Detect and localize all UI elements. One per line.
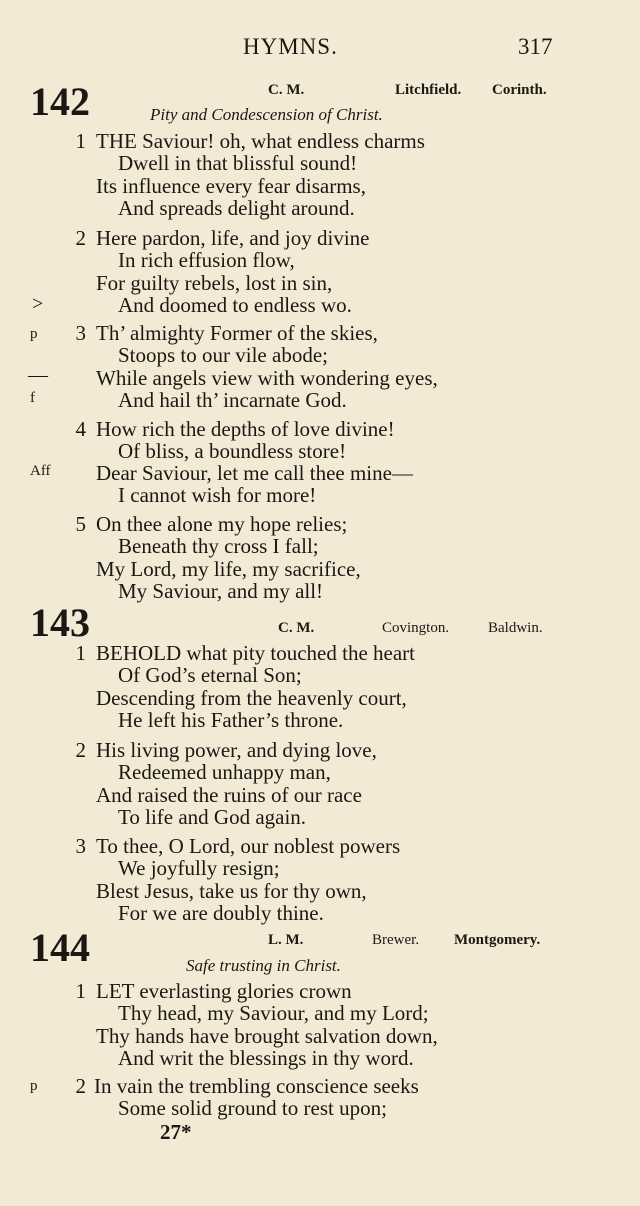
verse-line: On thee alone my hope relies;	[96, 512, 348, 536]
verse-line: And writ the blessings in thy word.	[118, 1046, 414, 1070]
tune-name: Baldwin.	[488, 620, 543, 636]
dynamic-mark-dash: —	[28, 364, 48, 386]
verse-number: 1	[75, 979, 86, 1003]
dynamic-mark-accent: >	[32, 293, 44, 315]
verse-line: For guilty rebels, lost in sin,	[96, 271, 333, 295]
dynamic-mark-aff: Aff	[30, 463, 51, 479]
verse-line: How rich the depths of love divine!	[96, 417, 395, 441]
verse-number: 3	[75, 321, 86, 345]
verse-line: Some solid ground to rest upon;	[118, 1096, 387, 1120]
verse-line: Redeemed unhappy man,	[118, 760, 331, 784]
verse-line: We joyfully resign;	[118, 856, 280, 880]
verse-line: LET everlasting glories crown	[96, 979, 352, 1003]
tune-name: Litchfield.	[395, 82, 462, 98]
verse-line: Of God’s eternal Son;	[118, 663, 302, 687]
verse-line: And spreads delight around.	[118, 196, 355, 220]
verse-line: And hail th’ incarnate God.	[118, 388, 347, 412]
verse-line: He left his Father’s throne.	[118, 708, 344, 732]
hymn-subtitle: Pity and Condescension of Christ.	[150, 105, 383, 124]
hymn-number: 144	[30, 925, 90, 970]
verse-line: Dwell in that blissful sound!	[118, 151, 358, 175]
verse-line: And doomed to endless wo.	[118, 293, 352, 317]
verse-line: Here pardon, life, and joy divine	[96, 226, 370, 250]
verse-line: Dear Saviour, let me call thee mine—	[96, 461, 413, 485]
verse-line: While angels view with wondering eyes,	[96, 366, 438, 390]
signature-mark: 27*	[160, 1120, 192, 1144]
verse-number: 2	[75, 738, 86, 762]
hymn-meter: C. M.	[268, 82, 305, 98]
dynamic-mark-piano: p	[30, 326, 38, 342]
verse-line: To life and God again.	[118, 805, 307, 829]
tune-name: Brewer.	[372, 932, 420, 948]
tune-name: Montgomery.	[454, 932, 541, 948]
verse-line: In rich effusion flow,	[118, 248, 295, 272]
verse-number: 1	[75, 129, 86, 153]
verse-line: To thee, O Lord, our noblest powers	[96, 834, 401, 858]
verse-line: For we are doubly thine.	[118, 901, 324, 925]
verse-number: 2	[75, 226, 86, 250]
hymn-number: 142	[30, 79, 90, 124]
verse-line: Of bliss, a boundless store!	[118, 439, 347, 463]
verse-line: Descending from the heavenly court,	[96, 686, 407, 710]
verse-line: BEHOLD what pity touched the heart	[96, 641, 415, 665]
verse-number: 2	[75, 1074, 86, 1098]
hymn-meter: C. M.	[278, 620, 315, 636]
verse-line: His living power, and dying love,	[96, 738, 377, 762]
verse-line: Thy head, my Saviour, and my Lord;	[118, 1001, 429, 1025]
verse-line: In vain the trembling conscience seeks	[94, 1074, 419, 1098]
verse-line: My Saviour, and my all!	[118, 579, 324, 603]
running-head: HYMNS.	[243, 34, 338, 59]
verse-line: Stoops to our vile abode;	[118, 343, 328, 367]
dynamic-mark-forte: f	[30, 390, 35, 406]
verse-line: Blest Jesus, take us for thy own,	[96, 879, 367, 903]
verse-line: My Lord, my life, my sacrifice,	[96, 557, 361, 581]
hymn-meter: L. M.	[268, 932, 304, 948]
verse-line: Its influence every fear disarms,	[96, 174, 366, 198]
dynamic-mark-piano: p	[30, 1078, 38, 1094]
verse-line: And raised the ruins of our race	[96, 783, 362, 807]
verse-line: Thy hands have brought salvation down,	[96, 1024, 438, 1048]
verse-number: 5	[75, 512, 86, 536]
hymn-subtitle: Safe trusting in Christ.	[186, 956, 341, 975]
verse-line: I cannot wish for more!	[118, 483, 317, 507]
tune-name: Covington.	[382, 620, 450, 636]
verse-line: Beneath thy cross I fall;	[118, 534, 319, 558]
tune-name: Corinth.	[492, 82, 547, 98]
verse-number: 1	[75, 641, 86, 665]
verse-line: Th’ almighty Former of the skies,	[96, 321, 378, 345]
page-header	[0, 34, 640, 64]
hymn-number: 143	[30, 600, 90, 645]
verse-line: THE Saviour! oh, what endless charms	[96, 129, 425, 153]
page-number: 317	[518, 34, 553, 59]
verse-number: 3	[75, 834, 86, 858]
verse-number: 4	[75, 417, 86, 441]
